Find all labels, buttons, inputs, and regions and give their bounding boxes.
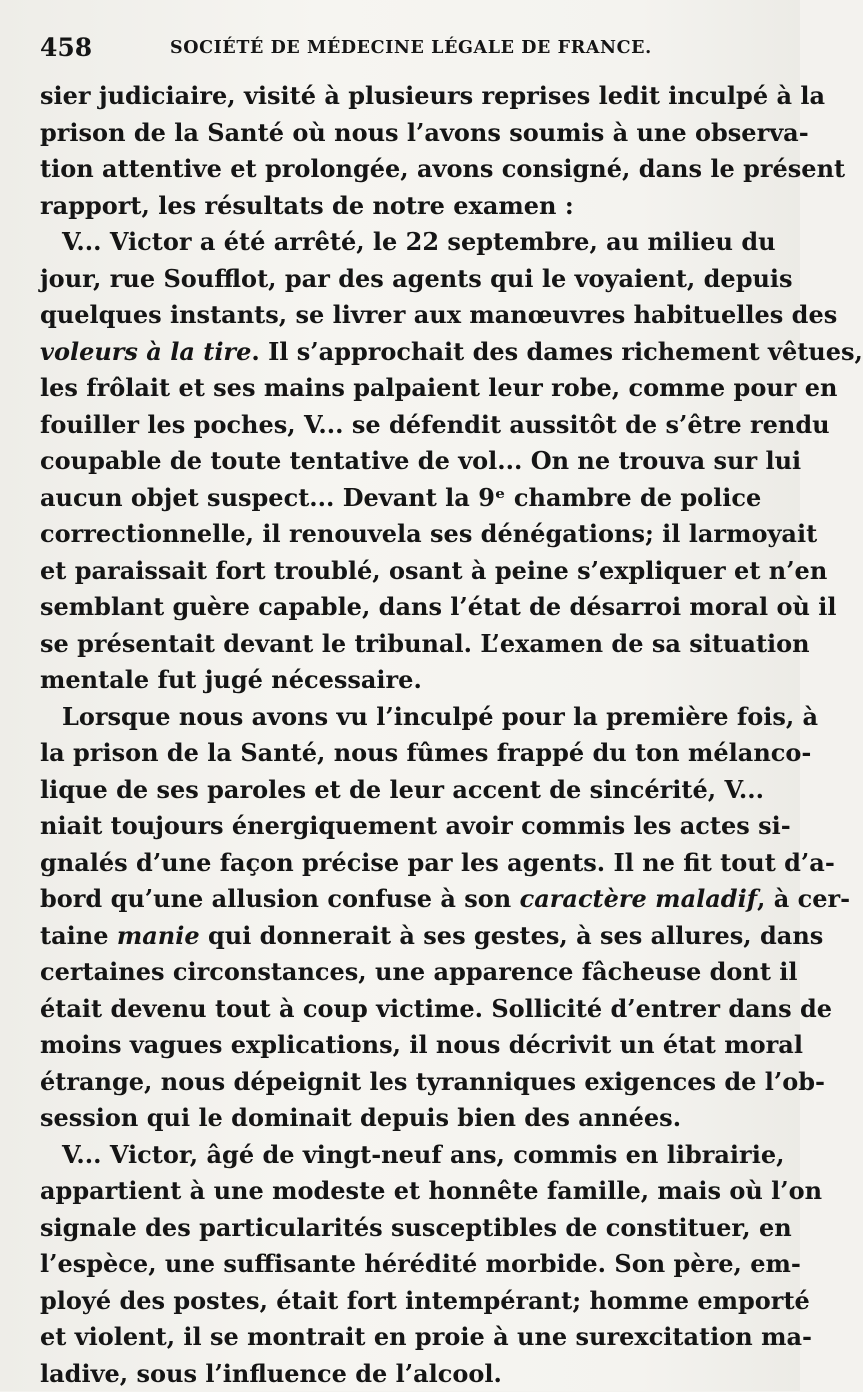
text-segment: les frôlait et ses mains palpaient leur robe, comme pour en <box>40 373 838 402</box>
text-line <box>40 78 758 115</box>
italic-text: voleurs à la tire <box>40 337 251 366</box>
text-segment: se présentait devant le tribunal. L’examen de sa situation <box>40 629 810 658</box>
text-segment: correctionnelle, il renouvela ses dénégations; il larmoyait <box>40 519 817 548</box>
text-line <box>40 845 758 882</box>
text-segment: jour, rue Soufflot, par des agents qui le voyaient, depuis <box>40 264 793 293</box>
text-segment: tion attentive et prolongée, avons consigné, dans le présent <box>40 154 845 183</box>
text-line <box>40 516 758 553</box>
text-segment: appartient à une modeste et honnête famille, mais où l’on <box>40 1176 822 1205</box>
text-line <box>40 151 758 188</box>
text-segment: V... Victor a été arrêté, le 22 septembre, au milieu du <box>62 227 776 256</box>
text-line <box>40 1210 758 1247</box>
text-line <box>40 261 758 298</box>
text-line <box>40 1100 758 1137</box>
text-line <box>40 1356 758 1392</box>
text-segment: lique de ses paroles et de leur accent de sincérité, V... <box>40 775 764 804</box>
text-line <box>40 735 758 772</box>
text-line <box>40 370 758 407</box>
text-segment: prison de la Santé où nous l’avons soumis à une observa- <box>40 118 809 147</box>
text-segment: , à cer- <box>757 884 850 913</box>
running-title: SOCIÉTÉ DE MÉDECINE LÉGALE DE FRANCE. <box>170 30 652 66</box>
text-line <box>40 1027 758 1064</box>
text-line <box>40 662 758 699</box>
text-segment: la prison de la Santé, nous fûmes frappé du ton mélanco- <box>40 738 811 767</box>
text-segment: gnalés d’une façon précise par les agents. Il ne fit tout d’a- <box>40 848 835 877</box>
text-line <box>40 224 758 261</box>
page-number: 458 <box>40 30 92 66</box>
text-segment: et paraissait fort troublé, osant à peine s’expliquer et n’en <box>40 556 827 585</box>
text-segment: était devenu tout à coup victime. Sollicité d’entrer dans de <box>40 994 832 1023</box>
text-segment: étrange, nous dépeignit les tyranniques exigences de l’ob- <box>40 1067 825 1096</box>
text-line <box>40 1173 758 1210</box>
text-line <box>40 772 758 809</box>
text-line <box>40 1246 758 1283</box>
text-segment: niait toujours énergiquement avoir commis les actes si- <box>40 811 791 840</box>
text-segment: coupable de toute tentative de vol... On ne trouva sur lui <box>40 446 801 475</box>
text-segment: aucun objet suspect... Devant la 9ᵉ chambre de police <box>40 483 761 512</box>
text-line <box>40 954 758 991</box>
text-segment: V... Victor, âgé de vingt-neuf ans, commis en librairie, <box>62 1140 784 1169</box>
text-line <box>40 881 758 918</box>
text-segment: Lorsque nous avons vu l’inculpé pour la première fois, à <box>62 702 818 731</box>
text-line <box>40 297 758 334</box>
text-segment: sier judiciaire, visité à plusieurs reprises ledit inculpé à la <box>40 81 825 110</box>
text-line <box>40 1137 758 1174</box>
text-segment: fouiller les poches, V... se défendit aussitôt de s’être rendu <box>40 410 830 439</box>
text-line <box>40 1283 758 1320</box>
text-segment: bord qu’une allusion confuse à son <box>40 884 520 913</box>
italic-text: manie <box>117 921 200 950</box>
text-segment: qui donnerait à ses gestes, à ses allures, dans <box>200 921 824 950</box>
text-segment: et violent, il se montrait en proie à une surexcitation ma- <box>40 1322 812 1351</box>
text-line <box>40 699 758 736</box>
body-text <box>40 78 758 1392</box>
text-segment: signale des particularités susceptibles de constituer, en <box>40 1213 792 1242</box>
text-line <box>40 115 758 152</box>
text-segment: l’espèce, une suffisante hérédité morbide. Son père, em- <box>40 1249 801 1278</box>
text-line <box>40 407 758 444</box>
text-segment: certaines circonstances, une apparence fâcheuse dont il <box>40 957 798 986</box>
text-segment: session qui le dominait depuis bien des années. <box>40 1103 681 1132</box>
text-segment: ployé des postes, était fort intempérant; homme emporté <box>40 1286 810 1315</box>
text-segment: taine <box>40 921 117 950</box>
text-line <box>40 1319 758 1356</box>
text-line <box>40 334 758 371</box>
text-line <box>40 553 758 590</box>
running-head <box>40 30 760 66</box>
text-segment: mentale fut jugé nécessaire. <box>40 665 422 694</box>
text-line <box>40 918 758 955</box>
text-line <box>40 443 758 480</box>
text-line <box>40 991 758 1028</box>
text-line <box>40 480 758 517</box>
text-segment: quelques instants, se livrer aux manœuvres habituelles des <box>40 300 837 329</box>
italic-text: caractère maladif <box>520 884 757 913</box>
text-line <box>40 589 758 626</box>
text-segment: rapport, les résultats de notre examen : <box>40 191 574 220</box>
text-line <box>40 808 758 845</box>
text-segment: semblant guère capable, dans l’état de désarroi moral où il <box>40 592 837 621</box>
text-line <box>40 626 758 663</box>
text-segment: moins vagues explications, il nous décrivit un état moral <box>40 1030 803 1059</box>
text-line <box>40 188 758 225</box>
text-segment: ladive, sous l’influence de l’alcool. <box>40 1359 502 1388</box>
text-line <box>40 1064 758 1101</box>
text-segment: . Il s’approchait des dames richement vêtues, <box>251 337 863 366</box>
